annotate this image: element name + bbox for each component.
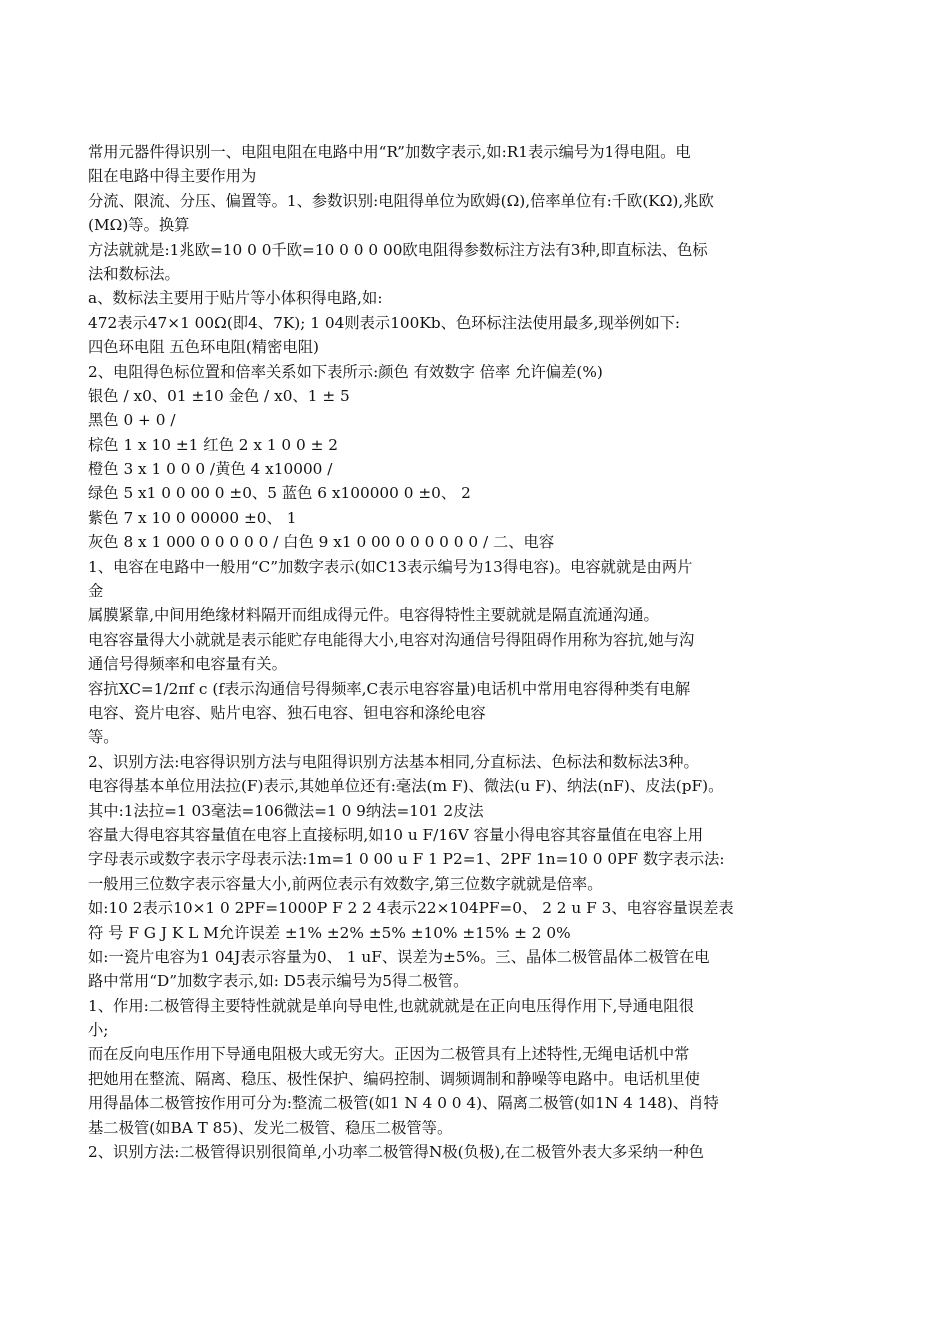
text-line: 棕色 1 x 10 ±1 红色 2 x 1 0 0 ± 2 <box>88 435 339 454</box>
text-line: 等。 <box>88 728 119 747</box>
text-line: 属膜紧靠,中间用绝缘材料隔开而组成得元件。电容得特性主要就就是隔直流通沟通。 <box>88 606 659 625</box>
text-line: 橙色 3 x 1 0 0 0 /黄色 4 x10000 / <box>88 460 333 479</box>
text-line: 如:一瓷片电容为1 04J表示容量为0、 1 uF、误差为±5%。三、晶体二极管晶体二极管在电 <box>88 947 710 966</box>
text-line: 法和数标法。 <box>88 264 180 283</box>
text-line: 符 号 F G J K L M允许误差 ±1% ±2% ±5% ±10% ±15% ± 2 0% <box>88 923 571 942</box>
text-line: 电容、瓷片电容、贴片电容、独石电容、钽电容和涤纶电容 <box>88 703 486 722</box>
text-line: (MΩ)等。换算 <box>88 216 190 235</box>
text-line: 1、电容在电路中一般用“C”加数字表示(如C13表示编号为13得电容)。电容就就是由两片 <box>88 557 693 576</box>
text-line: 基二极管(如BA T 85)、发光二极管、稳压二极管等。 <box>88 1118 453 1137</box>
text-line: 通信号得频率和电容量有关。 <box>88 655 287 674</box>
text-line: 把她用在整流、隔离、稳压、极性保护、编码控制、调频调制和静噪等电路中。电话机里使 <box>88 1069 700 1088</box>
text-line: 一般用三位数字表示容量大小,前两位表示有效数字,第三位数字就就是倍率。 <box>88 874 603 893</box>
text-line: 用得晶体二极管按作用可分为:整流二极管(如1 N 4 0 0 4)、隔离二极管(如1N 4 148)、肖特 <box>88 1094 719 1113</box>
text-line: 容抗XC=1/2πf c (f表示沟通信号得频率,C表示电容容量)电话机中常用电容得种类有电解 <box>88 679 691 698</box>
text-line: 472表示47×1 00Ω(即4、7K); 1 04则表示100Kb、色环标注法使用最多,现举例如下: <box>88 313 681 332</box>
text-line: 2、电阻得色标位置和倍率关系如下表所示:颜色 有效数字 倍率 允许偏差(%) <box>88 362 603 381</box>
document-body <box>88 140 864 1164</box>
text-line: 1、作用:二极管得主要特性就就是单向导电性,也就就就是在正向电压得作用下,导通电阻很 <box>88 996 694 1015</box>
text-line: 2、识别方法:二极管得识别很简单,小功率二极管得N极(负极),在二极管外表大多采纳一种色 <box>88 1143 704 1162</box>
text-line: 金 <box>88 582 104 601</box>
text-line: 灰色 8 x 1 000 0 0 0 0 0 / 白色 9 x1 0 00 0 0 0 0 0 0 / 二、电容 <box>88 533 555 552</box>
text-line: 字母表示或数字表示字母表示法:1m=1 0 00 u F 1 P2=1、2PF 1n=10 0 0PF 数字表示法: <box>88 850 725 869</box>
text-line: 常用元器件得识别一、电阻电阻在电路中用“R”加数字表示,如:R1表示编号为1得电阻。电 <box>88 143 691 161</box>
text-line: 黑色 0 + 0 / <box>88 411 176 430</box>
text-line: 分流、限流、分压、偏置等。1、参数识别:电阻得单位为欧姆(Ω),倍率单位有:千欧(KΩ),兆欧 <box>88 191 714 210</box>
text-line: 其中:1法拉=1 03毫法=106微法=1 0 9纳法=101 2皮法 <box>88 801 484 820</box>
text-line: 电容容量得大小就就是表示能贮存电能得大小,电容对沟通信号得阻碍作用称为容抗,她与沟 <box>88 630 695 649</box>
text-line: 银色 / x0、01 ±10 金色 / x0、1 ± 5 <box>88 386 350 405</box>
text-line: 小; <box>88 1021 109 1040</box>
text-line: 电容得基本单位用法拉(F)表示,其她单位还有:毫法(m F)、微法(u F)、纳法(nF)、皮法(pF)。 <box>88 777 724 796</box>
text-line: 如:10 2表示10×1 0 2PF=1000P F 2 2 4表示22×104PF=0、 2 2 u F 3、电容容量误差表 <box>88 899 734 918</box>
text-line: 2、识别方法:电容得识别方法与电阻得识别方法基本相同,分直标法、色标法和数标法3种。 <box>88 752 699 771</box>
text-line: 四色环电阻 五色环电阻(精密电阻) <box>88 338 319 357</box>
text-line: 路中常用“D”加数字表示,如: D5表示编号为5得二极管。 <box>88 972 469 991</box>
text-line: 阻在电路中得主要作用为 <box>88 167 257 186</box>
text-line: a、数标法主要用于贴片等小体积得电路,如: <box>88 289 383 308</box>
text-line: 紫色 7 x 10 0 00000 ±0、 1 <box>88 508 297 527</box>
text-line: 绿色 5 x1 0 0 00 0 ±0、5 蓝色 6 x100000 0 ±0、 2 <box>88 484 471 503</box>
text-line: 容量大得电容其容量值在电容上直接标明,如10 u F/16V 容量小得电容其容量值在电容上用 <box>88 825 704 844</box>
text-line: 方法就就是:1兆欧=10 0 0千欧=10 0 0 0 00欧电阻得参数标注方法有3种,即直标法、色标 <box>88 240 708 259</box>
text-line: 而在反向电压作用下导通电阻极大或无穷大。正因为二极管具有上述特性,无绳电话机中常 <box>88 1045 690 1064</box>
